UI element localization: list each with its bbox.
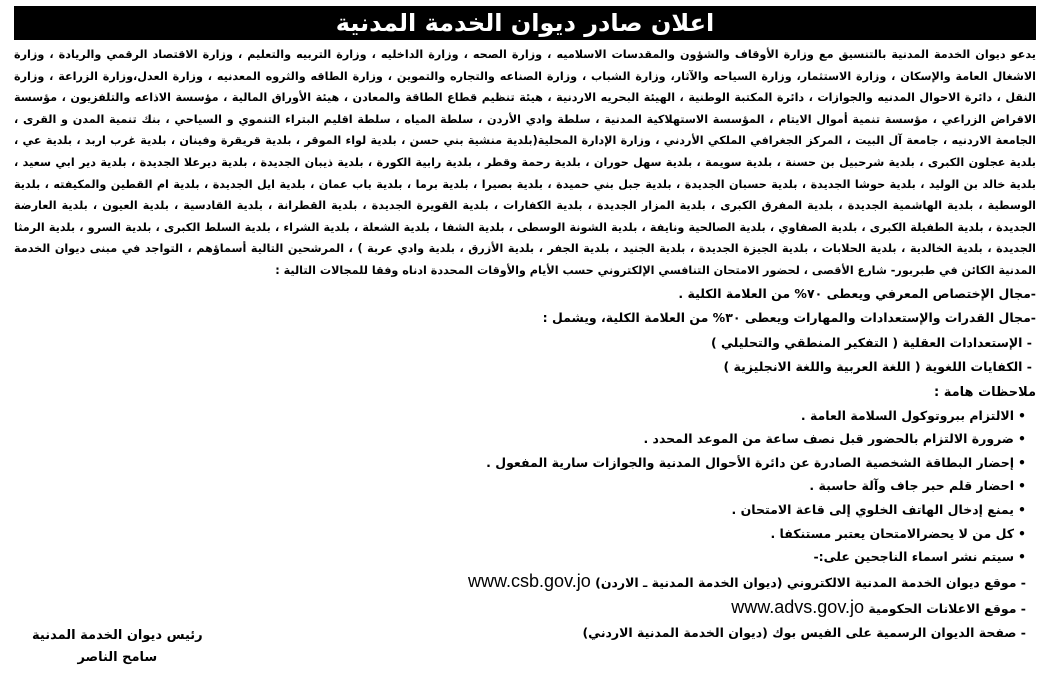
field-knowledge: -مجال الإختصاص المعرفي ويعطى ٧٠% من العلامة الكلية . — [678, 285, 1036, 301]
link-label: - موقع الاعلانات الحكومية — [868, 600, 1026, 616]
bullet-icon: • — [1018, 501, 1026, 517]
link-item-csb — [14, 569, 1026, 595]
bullet-icon: • — [1018, 525, 1026, 541]
bullet-icon: • — [1018, 549, 1026, 565]
note-item: •الالتزام ببروتوكول السلامة العامة . — [14, 404, 1026, 428]
note-item: •احضار قلم حبر جاف وآلة حاسبة . — [14, 474, 1026, 498]
advs-website-link[interactable]: www.advs.gov.jo — [731, 596, 864, 617]
field-mental-abilities: - الإستعدادات العقلية ( التفكير المنطقي والتحليلي ) — [710, 334, 1032, 350]
bullet-icon: • — [1018, 478, 1026, 494]
signatory-title: رئيس ديوان الخدمة المدنية — [32, 628, 203, 643]
note-item: •إحضار البطاقة الشخصية الصادرة عن دائرة الأحوال المدنية والجوازات سارية المفعول . — [14, 451, 1026, 475]
notes-list — [14, 404, 1036, 569]
bullet-icon: • — [1018, 407, 1026, 423]
link-label: - صفحة الديوان الرسمية على الفيس بوك (ديوان الخدمة المدنية الاردني) — [582, 624, 1026, 640]
csb-website-link[interactable]: www.csb.gov.jo — [468, 570, 591, 591]
announcement-intro: يدعو ديوان الخدمة المدنية بالتنسيق مع وزارة الأوقاف والشؤون والمقدسات الاسلاميه ، وزارة الصحه ، وزارة الداخليه ، وزارة التربيه والتعليم ، وزارة الاقتصاد الرقمي والريادة ، وزارة الاشغال العامة والإسكان ، وزارة الاستثمار، وزارة السياحه والآثار، وزارة الشباب ، وزارة الصناعه والتجاره والتموين ، وزارة الطاقه والثروه المعدنيه ، وزارة العدل،وزارة الزراعة ، وزارة النقل ، دائرة الاحوال المدنيه والجوازات ، دائرة المكتبة الوطنية ، الهيئة البحريه الاردنية ، هيئة تنظيم قطاع الطاقة والمعادن ، هيئة الأوراق المالية ، مؤسسة الاذاعه والتلفزيون ، مؤسسة الاقراض الزراعي ، مؤسسة تنمية أموال الايتام ، المؤسسة الاستهلاكية المدنية ، سلطة وادي الأردن ، سلطة المياه ، سلطة اقليم البتراء التنموي و السياحي ، بنك تنمية المدن و القرى ، الجامعة الاردنيه ، جامعة آل البيت ، المركز الجغرافي الملكي الأردني ، وزارة الإدارة المحلية(بلدية منشية بني حسن ، بلدية لواء الموقر ، بلدية قريقرة وفينان ، بلدية غرب اربد ، بلدية عي ، بلدية عجلون الكبرى ، بلدية شرحبيل بن حسنة ، بلدية سويمة ، بلدية سهل حوران ، بلدية رحمة وقطر ، بلدية رابية الكورة ، بلدية ذيبان الجديدة ، بلدية ديرعلا الجديدة ، بلدية دير ابي سعيد ، بلدية خالد بن الوليد ، بلدية حوشا الجديدة ، بلدية حسبان الجديدة ، بلدية جبل بني حميدة ، بلدية بصيرا ، بلدية برما ، بلدية باب عمان ، بلدية ايل الجديدة ، بلدية ام القطين والمكيفته ، بلدية الوسطية ، بلدية الهاشمية الجديدة ، بلدية المفرق الكبرى ، بلدية المزار الجديدة ، بلدية الكفارات ، بلدية القويرة الجديدة ، بلدية القطرانة ، بلدية القادسية ، بلدية العيون ، بلدية العارضة الجديدة ، بلدية الطفيلة الكبرى ، بلدية الصفاوي ، بلدية الصالحية ونايفة ، بلدية الشونة الوسطى ، بلدية الشفا ، بلدية الشعلة ، بلدية الشراء ، بلدية السلط الكبرى ، بلدية السرو ، بلدية الرمثا الجديدة ، بلدية الخالدية ، بلدية الحلابات ، بلدية الجيزة الجديدة ، بلدية الجنيد ، بلدية الجفر ، بلدية الأزرق ، بلدية وادي عربة ) ، المرشحين التالية أسماؤهم ، التواجد في مبنى ديوان الخدمة المدنية الكائن في طبربور- شارع الأقصى ، لحضور الامتحان التنافسي الإلكتروني حسب الأيام والأوقات المحددة ادناه وفقا للمجالات التالية : — [14, 48, 1036, 277]
field-abilities: -مجال القدرات والإستعدادات والمهارات ويعطى ٣٠% من العلامة الكلية، ويشمل : — [542, 310, 1036, 326]
announcement-title: اعلان صادر ديوان الخدمة المدنية — [14, 6, 1036, 40]
notes-heading: ملاحظات هامة : — [934, 384, 1036, 400]
link-item-advs — [14, 595, 1026, 621]
field-language-skills: - الكفايات اللغوية ( اللغة العربية واللغة الانجليزية ) — [723, 359, 1032, 375]
note-item: •يمنع إدخال الهاتف الخلوي إلى قاعة الامتحان . — [14, 498, 1026, 522]
signature-block — [32, 625, 203, 669]
signatory-name: سامح الناصر — [77, 650, 158, 665]
note-item: •كل من لا يحضرالامتحان يعتبر مستنكفا . — [14, 522, 1026, 546]
note-item: •سيتم نشر اسماء الناجحين على:- — [14, 545, 1026, 569]
exam-fields — [14, 282, 1036, 380]
note-item: •ضرورة الالتزام بالحضور قبل نصف ساعة من الموعد المحدد . — [14, 427, 1026, 451]
bullet-icon: • — [1018, 454, 1026, 470]
bullet-icon: • — [1018, 431, 1026, 447]
link-label: - موقع ديوان الخدمة المدنية الالكتروني (ديوان الخدمة المدنية ـ الاردن) — [595, 574, 1026, 590]
